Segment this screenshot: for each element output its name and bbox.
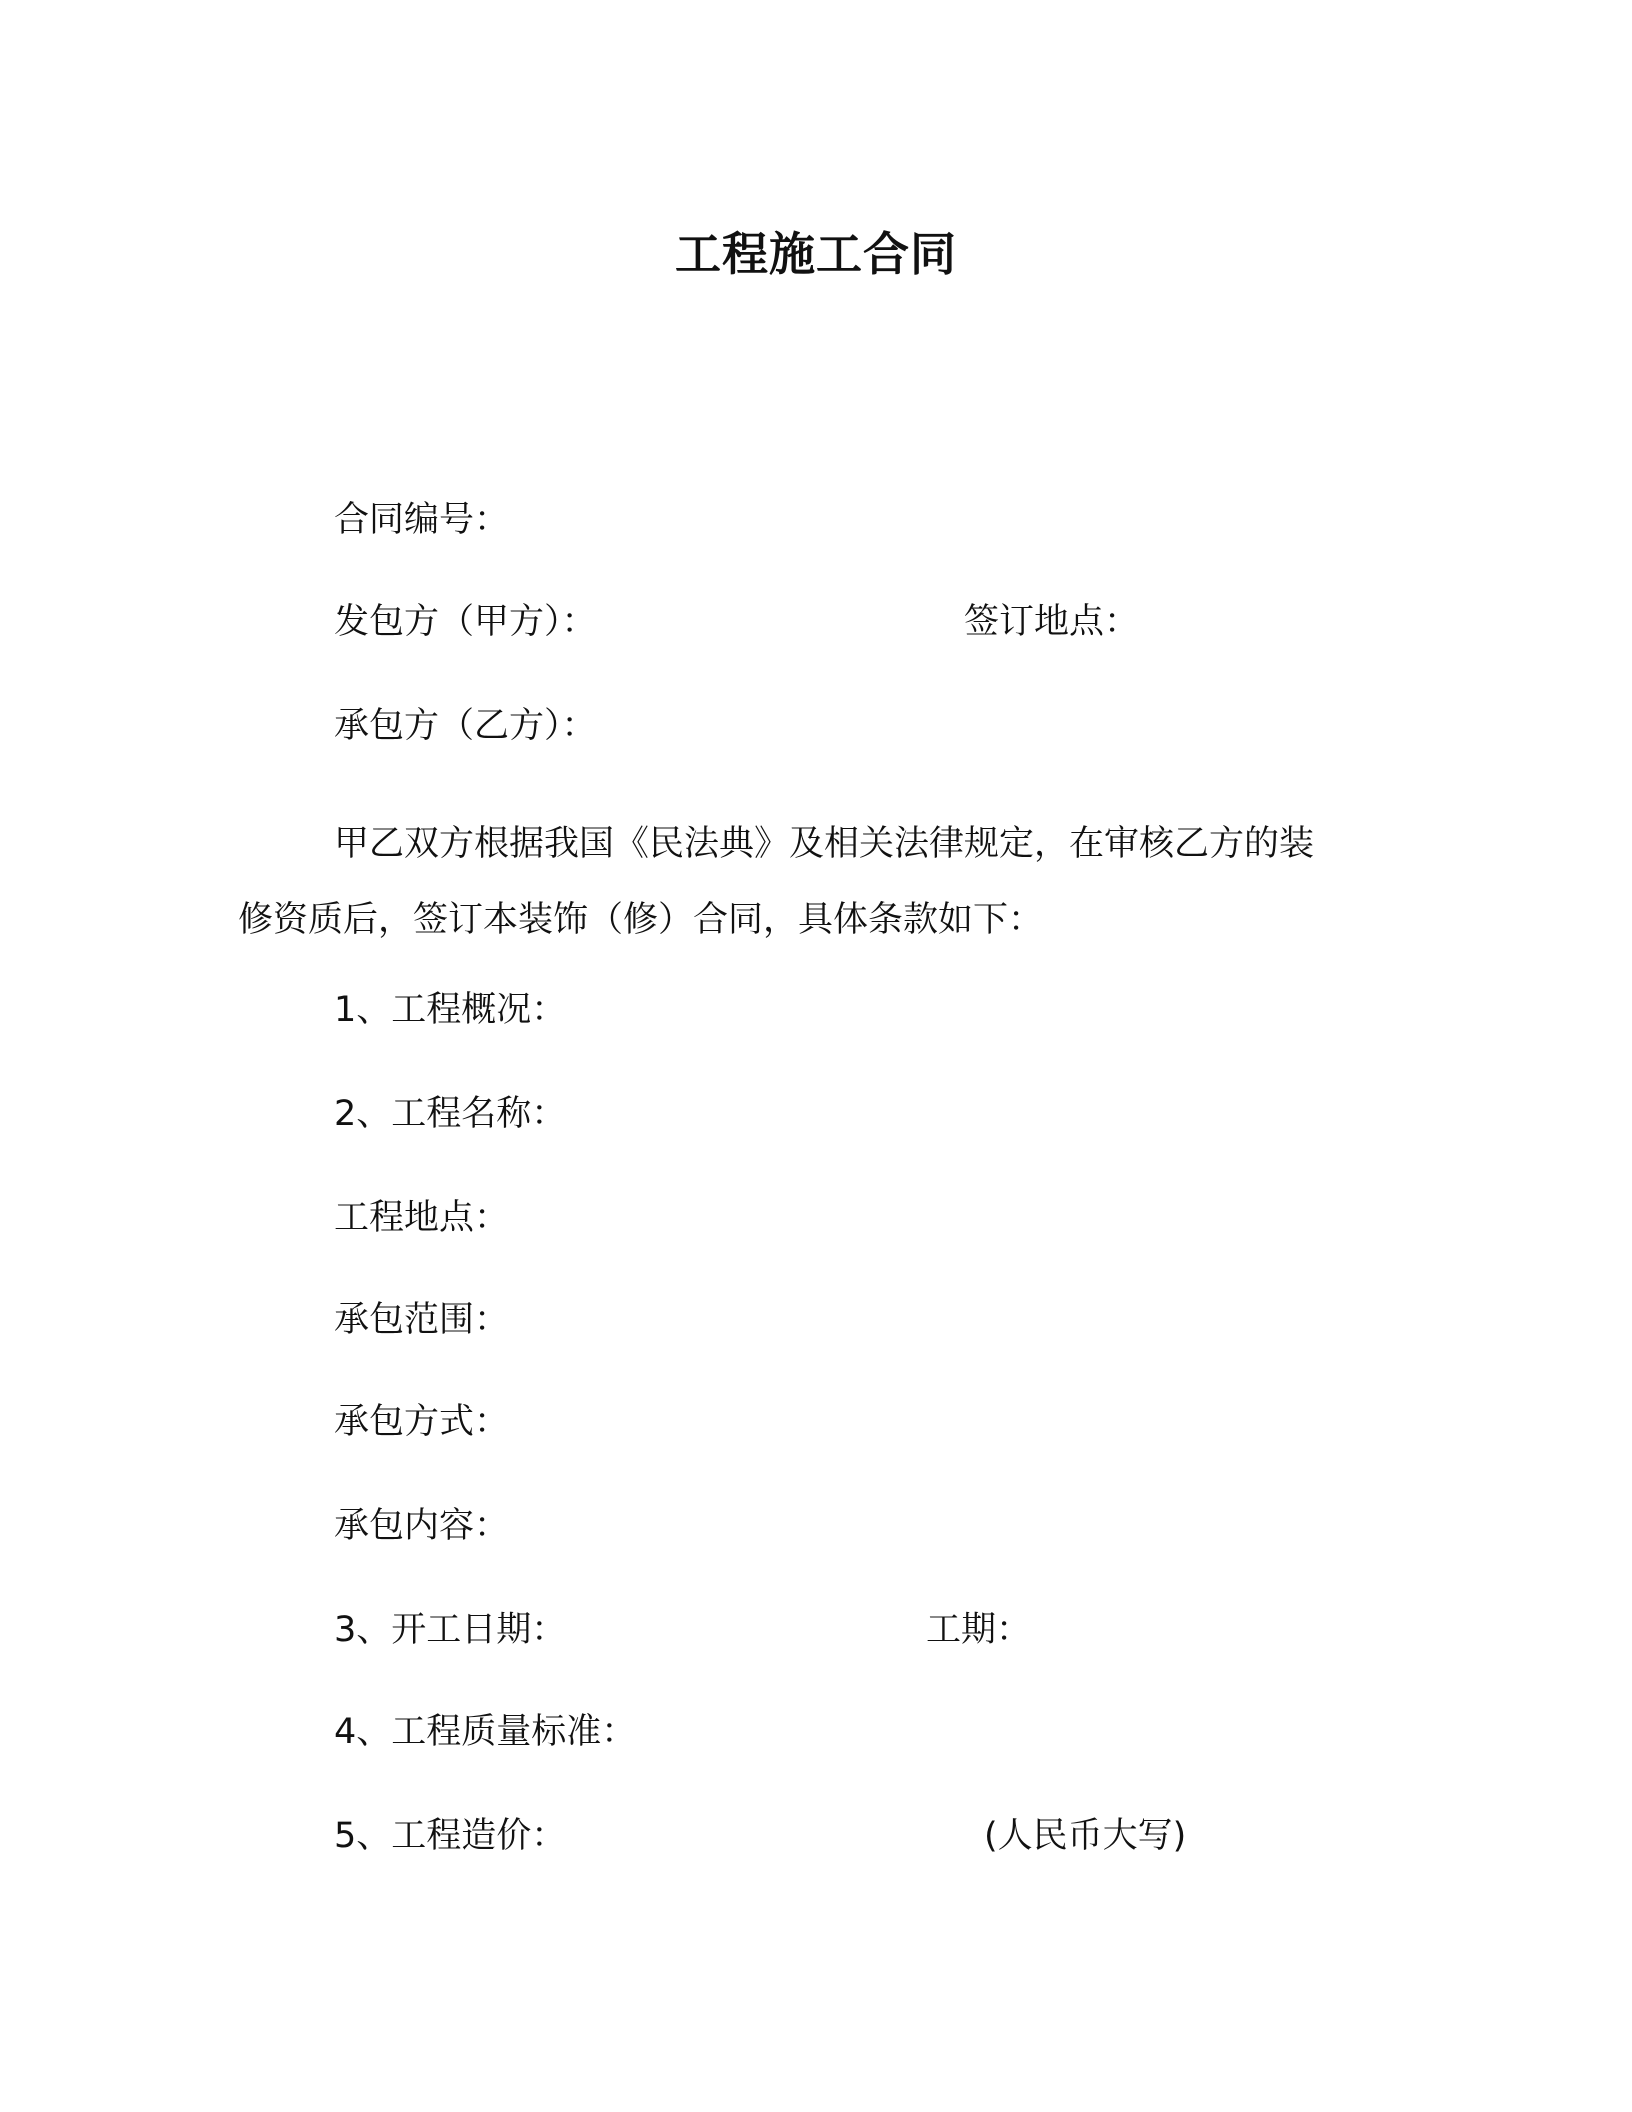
intro-line-2: 修资质后，签订本装饰（修）合同，具体条款如下：: [238, 900, 1044, 940]
contract-content-label: 承包内容：: [334, 1506, 510, 1546]
item-2-project-name: 2、工程名称：: [334, 1094, 567, 1134]
duration-label: 工期：: [926, 1610, 1032, 1650]
party-a-label: 发包方（甲方）：: [334, 602, 597, 642]
intro-line-1: 甲乙双方根据我国《民法典》及相关法律规定，在审核乙方的装: [334, 824, 1315, 864]
item-1-project-overview: 1、工程概况：: [334, 990, 567, 1030]
contract-method-label: 承包方式：: [334, 1402, 510, 1442]
contract-number-label: 合同编号：: [334, 500, 510, 540]
project-location-label: 工程地点：: [334, 1198, 510, 1238]
item-5-project-cost: 5、工程造价：: [334, 1816, 567, 1856]
party-b-label: 承包方（乙方）：: [334, 706, 597, 746]
item-4-quality-standard: 4、工程质量标准：: [334, 1712, 637, 1752]
document-title: 工程施工合同: [675, 227, 957, 281]
intro-paragraph: [238, 806, 1386, 958]
item-3-start-date: 3、开工日期：: [334, 1610, 567, 1650]
signing-place-label: 签订地点：: [964, 602, 1140, 642]
contract-scope-label: 承包范围：: [334, 1300, 510, 1340]
rmb-uppercase-note: (人民币大写): [984, 1816, 1187, 1856]
